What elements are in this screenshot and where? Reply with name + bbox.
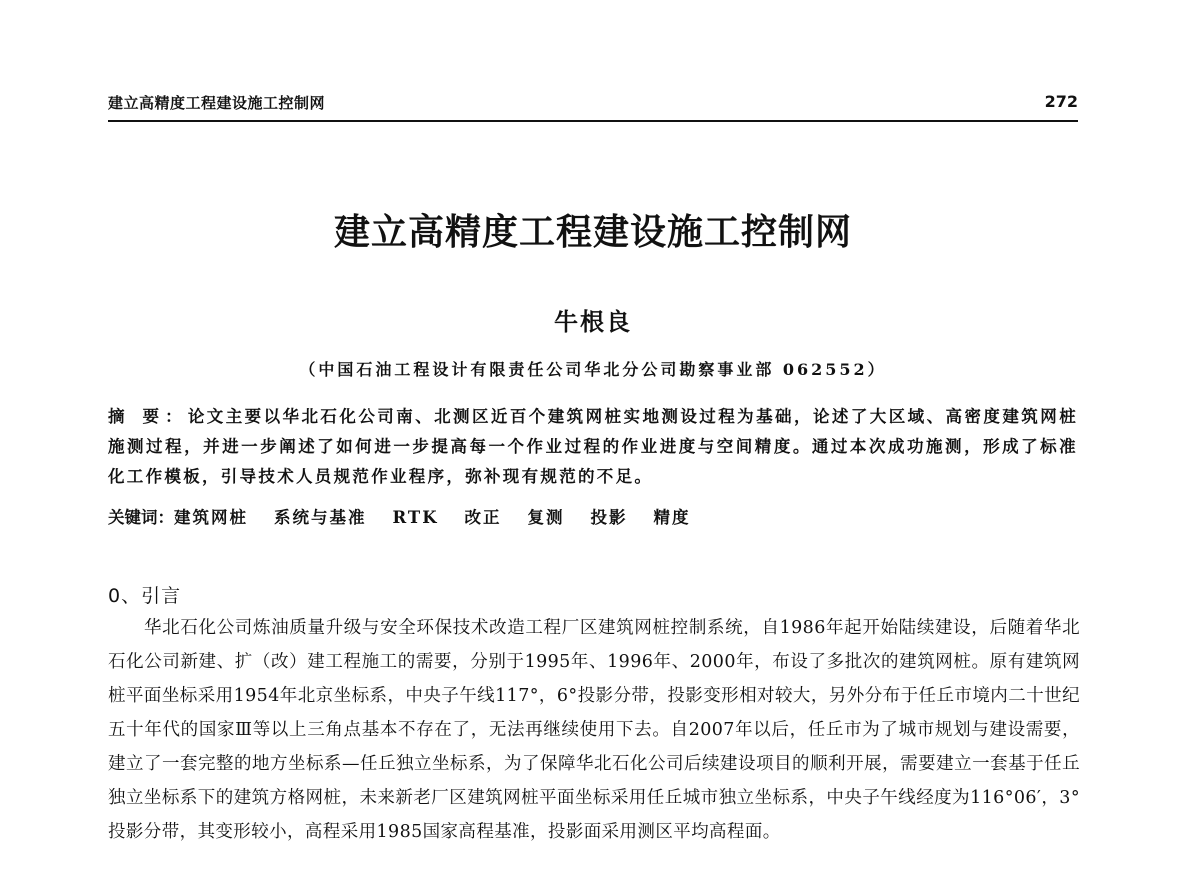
page-number: 272 (1044, 92, 1078, 111)
keyword: 改正 (464, 508, 502, 527)
keyword: 精度 (653, 508, 691, 527)
author-name: 牛根良 (554, 308, 632, 336)
section-heading-introduction: 0、引言 (108, 585, 182, 607)
keyword: 复测 (527, 508, 565, 527)
keywords-line (108, 504, 1078, 532)
abstract (108, 402, 1078, 492)
keyword: 系统与基准 (274, 508, 367, 527)
abstract-text: 论文主要以华北石化公司南、北测区近百个建筑网桩实地测设过程为基础，论述了大区域、高密度建筑网桩施测过程，并进一步阐述了如何进一步提高每一个作业过程的作业进度与空间精度。通过本次成功施测，形成了标准化工作模板，引导技术人员规范作业程序，弥补现有规范的不足。 (108, 407, 1078, 486)
author-affiliation: （中国石油工程设计有限责任公司华北分公司勘察事业部 062552） (299, 360, 887, 379)
keywords-label: 关键词： (108, 508, 174, 527)
paper-title: 建立高精度工程建设施工控制网 (333, 212, 852, 253)
keyword: RTK (392, 508, 439, 527)
abstract-label: 摘 要： (108, 407, 188, 426)
keyword: 投影 (590, 508, 628, 527)
introduction-paragraph: 华北石化公司炼油质量升级与安全环保技术改造工程厂区建筑网桩控制系统，自1986年起开始陆续建设，后随着华北石化公司新建、扩（改）建工程施工的需要，分别于1995年、1996年、2000年，布设了多批次的建筑网桩。原有建筑网桩平面坐标采用1954年北京坐标系，中央子午线117°，6°投影分带，投影变形相对较大，另外分布于任丘市境内二十世纪五十年代的国家Ⅲ等以上三角点基本不存在了，无法再继续使用下去。自2007年以后，任丘市为了城市规划与建设需要，建立了一套完整的地方坐标系—任丘独立坐标系，为了保障华北石化公司后续建设项目的顺利开展，需要建立一套基于任丘独立坐标系下的建筑方格网桩，未来新老厂区建筑网桩平面坐标采用任丘城市独立坐标系，中央子午线经度为116°06′，3°投影分带，其变形较小，高程采用1985国家高程基准，投影面采用测区平均高程面。 (108, 618, 1080, 842)
running-header (108, 92, 1078, 122)
keyword: 建筑网桩 (174, 508, 248, 527)
running-title: 建立高精度工程建设施工控制网 (108, 94, 326, 112)
